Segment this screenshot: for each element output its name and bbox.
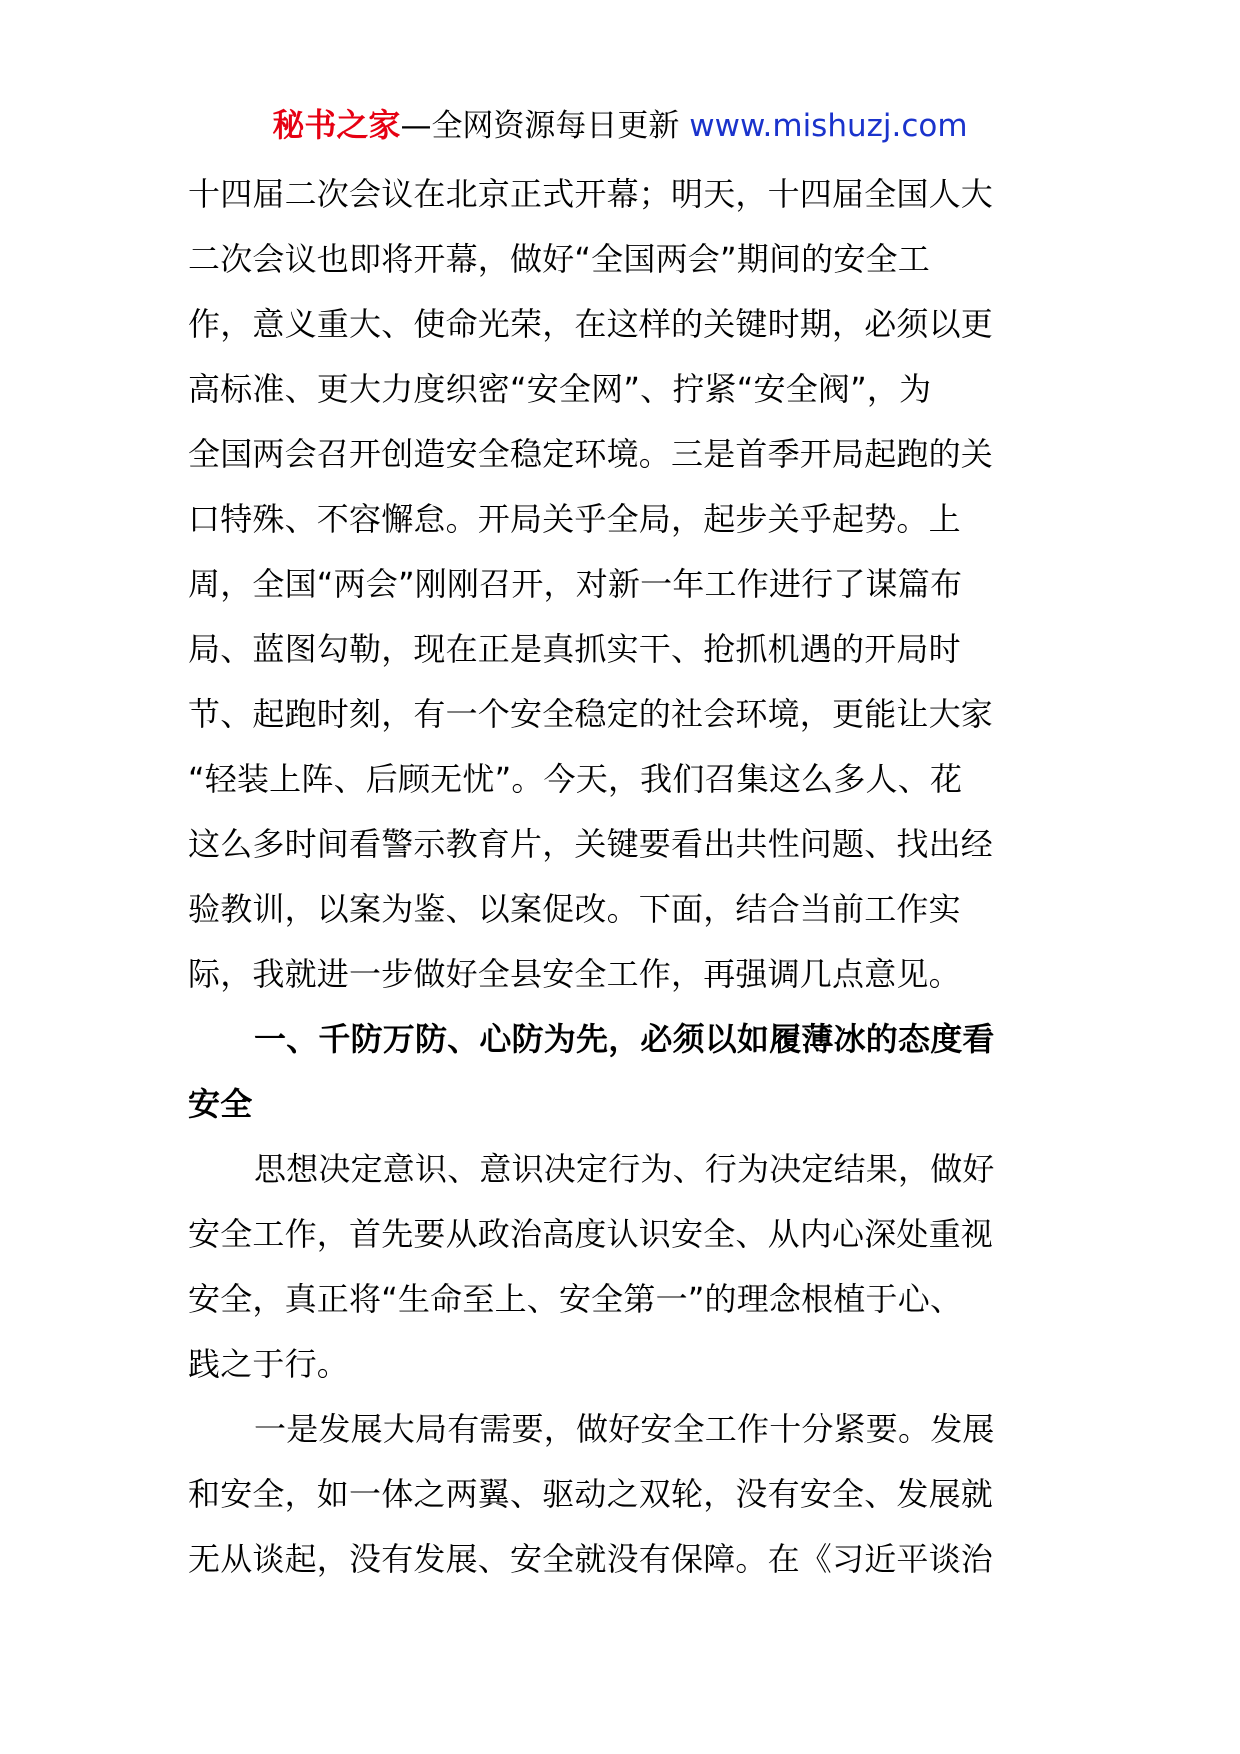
text-line: 口特殊、不容懈怠。开局关乎全局，起步关乎起势。上 bbox=[188, 500, 961, 538]
text-line: 安全，真正将“生命至上、安全第一”的理念根植于心、 bbox=[188, 1280, 963, 1318]
header-slogan: —全网资源每日更新 bbox=[400, 108, 680, 144]
website-link[interactable]: www.mishuzj.com bbox=[689, 108, 968, 144]
brand-name: 秘书之家 bbox=[272, 106, 401, 144]
page-header bbox=[0, 98, 1240, 153]
section-heading-continued: 安全 bbox=[188, 1085, 253, 1123]
text-line: 验教训，以案为鉴、以案促改。下面，结合当前工作实 bbox=[188, 890, 961, 928]
text-line: 践之于行。 bbox=[188, 1345, 350, 1383]
section-heading: 一、千防万防、心防为先，必须以如履薄冰的态度看 bbox=[254, 1020, 995, 1058]
text-line: 节、起跑时刻，有一个安全稳定的社会环境，更能让大家 bbox=[188, 695, 994, 733]
text-line: 和安全，如一体之两翼、驱动之双轮，没有安全、发展就 bbox=[188, 1475, 994, 1513]
text-line: 无从谈起，没有发展、安全就没有保障。在《习近平谈治 bbox=[188, 1540, 994, 1578]
text-line: 这么多时间看警示教育片，关键要看出共性问题、找出经 bbox=[188, 825, 994, 863]
paragraph-start: 思想决定意识、意识决定行为、行为决定结果，做好 bbox=[254, 1150, 995, 1188]
text-line: 际，我就进一步做好全县安全工作，再强调几点意见。 bbox=[188, 955, 961, 993]
text-line: 高标准、更大力度织密“安全网”、拧紧“安全阀”，为 bbox=[188, 370, 932, 408]
text-line: 安全工作，首先要从政治高度认识安全、从内心深处重视 bbox=[188, 1215, 994, 1253]
document-body bbox=[188, 162, 1063, 1592]
text-line: 局、蓝图勾勒，现在正是真抓实干、抢抓机遇的开局时 bbox=[188, 630, 961, 668]
text-line: 二次会议也即将开幕，做好“全国两会”期间的安全工 bbox=[188, 240, 930, 278]
text-line: 全国两会召开创造安全稳定环境。三是首季开局起跑的关 bbox=[188, 435, 994, 473]
text-line: 作，意义重大、使命光荣，在这样的关键时期，必须以更 bbox=[188, 305, 994, 343]
text-line: 周，全国“两会”刚刚召开，对新一年工作进行了谋篇布 bbox=[188, 565, 963, 603]
text-line: 十四届二次会议在北京正式开幕；明天，十四届全国人大 bbox=[188, 175, 994, 213]
text-line: “轻装上阵、后顾无忧”。今天，我们召集这么多人、花 bbox=[188, 760, 963, 798]
paragraph-start: 一是发展大局有需要，做好安全工作十分紧要。发展 bbox=[254, 1410, 995, 1448]
